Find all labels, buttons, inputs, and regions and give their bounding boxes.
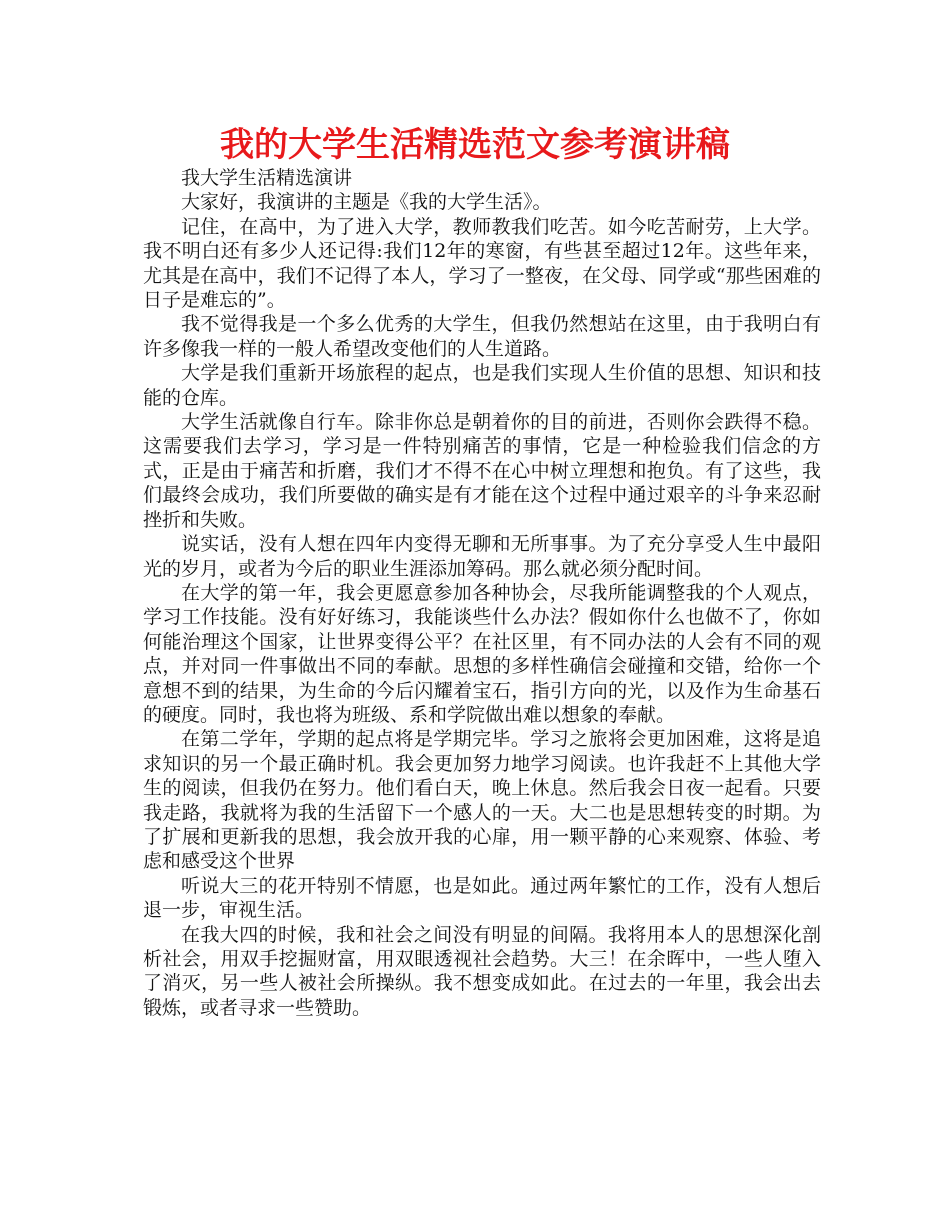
paragraph: 在大学的第一年，我会更愿意参加各种协会，尽我所能调整我的个人观点，学习工作技能。没有好好练习，我能谈些什么办法？假如你什么也做不了，你如何能治理这个国家，让世界变得公平？在社区里，有不同办法的人会有不同的观点，并对同一件事做出不同的奉献。思想的多样性确信会碰撞和交错，给你一个意想不到的结果，为生命的今后闪耀着宝石，指引方向的光，以及作为生命基石的硬度。同时，我也将为班级、系和学院做出难以想象的奉献。 xyxy=(143,581,821,726)
paragraph: 说实话，没有人想在四年内变得无聊和无所事事。为了充分享受人生中最阳光的岁月，或者为今后的职业生涯添加筹码。那么就必须分配时间。 xyxy=(143,533,821,580)
paragraph: 听说大三的花开特别不情愿，也是如此。通过两年繁忙的工作，没有人想后退一步，审视生活。 xyxy=(143,874,821,922)
paragraph: 在我大四的时候，我和社会之间没有明显的间隔。我将用本人的思想深化剖析社会，用双手挖掘财富，用双眼透视社会趋势。大三！在余晖中，一些人堕入了消灭，另一些人被社会所操纵。我不想变成如此。在过去的一年里，我会出去锻炼，或者寻求一些赞助。 xyxy=(143,923,821,1019)
paragraph: 大学生活就像自行车。除非你总是朝着你的目的前进，否则你会跌得不稳。这需要我们去学习，学习是一件特别痛苦的事情，它是一种检验我们信念的方式，正是由于痛苦和折磨，我们才不得不在心中树立理想和抱负。有了这些，我们最终会成功，我们所要做的确实是有才能在这个过程中通过艰辛的斗争来忍耐挫折和失败。 xyxy=(143,411,821,531)
document-body xyxy=(143,166,821,1020)
paragraph: 大学是我们重新开场旅程的起点，也是我们实现人生价值的思想、知识和技能的仓库。 xyxy=(143,362,821,409)
paragraph-greeting: 大家好，我演讲的主题是《我的大学生活》。 xyxy=(181,191,552,214)
paragraph-subtitle: 我大学生活精选演讲 xyxy=(181,167,353,189)
paragraph: 在第二学年，学期的起点将是学期完毕。学习之旅将会更加困难，这将是追求知识的另一个最正确时机。我会更加努力地学习阅读。也许我赶不上其他大学生的阅读，但我仍在努力。他们看白天，晚上休息。然后我会日夜一起看。只要我走路，我就将为我的生活留下一个感人的一天。大二也是思想转变的时期。为了扩展和更新我的思想，我会放开我的心扉，用一颗平静的心来观察、体验、考虑和感受这个世界 xyxy=(143,728,821,873)
paragraph: 我不觉得我是一个多么优秀的大学生，但我仍然想站在这里，由于我明白有许多像我一样的一般人希望改变他们的人生道路。 xyxy=(143,313,821,360)
document-title: 我的大学生活精选范文参考演讲稿 xyxy=(220,125,730,165)
paragraph: 记住，在高中，为了进入大学，教师教我们吃苦。如今吃苦耐劳，上大学。我不明白还有多少人还记得:我们12年的寒窗，有些甚至超过12年。这些年来，尤其是在高中，我们不记得了本人，学习了一整夜，在父母、同学或“那些困难的日子是难忘的”。 xyxy=(143,215,821,312)
